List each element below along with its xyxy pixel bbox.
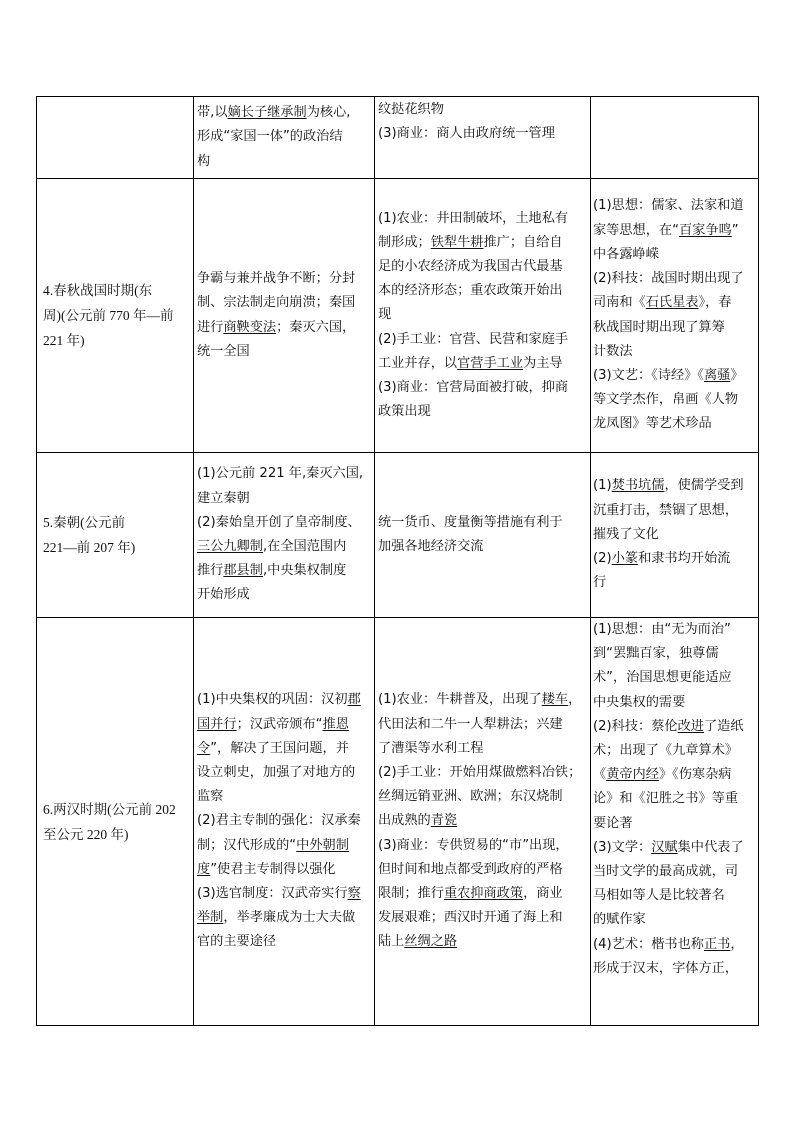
cell-line bbox=[197, 737, 371, 761]
politics-cell bbox=[194, 618, 375, 1026]
cell-line bbox=[197, 858, 371, 882]
text-segment: 推行 bbox=[197, 563, 224, 579]
cell-line bbox=[378, 255, 587, 279]
text-segment: (2)秦始皇开创了皇帝制度、 bbox=[197, 514, 361, 530]
cell-line bbox=[378, 737, 587, 761]
table-row bbox=[37, 453, 759, 618]
text-segment: ；汉武帝颁布“ bbox=[236, 716, 323, 732]
cell-line bbox=[378, 122, 587, 146]
cell-line bbox=[378, 303, 587, 327]
table-row bbox=[37, 179, 759, 453]
cell-line bbox=[593, 547, 756, 571]
cell-line bbox=[197, 462, 371, 486]
cell-line bbox=[197, 761, 371, 785]
cell-line bbox=[593, 666, 756, 690]
text-segment: 制、宗法制走向崩溃；秦国 bbox=[197, 295, 356, 311]
cell-line bbox=[43, 303, 190, 328]
underlined-term: 推恩 bbox=[322, 716, 349, 732]
text-segment: 摧残了文化 bbox=[593, 526, 659, 542]
text-segment: 》 bbox=[730, 367, 744, 383]
period-cell bbox=[37, 618, 194, 1026]
text-segment: 中各露峥嵘 bbox=[593, 246, 659, 262]
text-segment: 工业并存，以 bbox=[378, 355, 458, 371]
text-segment: 本的经济形态；重农政策开始出 bbox=[378, 283, 563, 299]
underlined-term: 国并行 bbox=[197, 716, 237, 732]
cell-line bbox=[197, 150, 371, 174]
cell-line bbox=[43, 797, 190, 822]
cell-line bbox=[593, 812, 756, 836]
cell-line bbox=[197, 809, 371, 833]
text-segment: 至公元 220 年) bbox=[43, 826, 129, 842]
text-segment: 形成于汉末，字体方正， bbox=[593, 960, 739, 976]
text-segment: 和隶书均开始流 bbox=[638, 551, 731, 567]
underlined-term: 三公九卿制 bbox=[197, 539, 263, 554]
text-segment: ”使君主专制得以强化 bbox=[210, 861, 336, 877]
text-segment: (2)手工业：开始用煤做燃料冶铁； bbox=[378, 764, 582, 780]
cell-line bbox=[593, 291, 756, 315]
text-segment: (3)商业：商人由政府统一管理 bbox=[378, 126, 555, 142]
cell-line bbox=[197, 487, 371, 511]
table-row bbox=[37, 97, 759, 179]
text-segment: 为核心, bbox=[306, 105, 351, 121]
culture-cell bbox=[591, 179, 759, 453]
cell-line bbox=[593, 836, 756, 860]
culture-cell bbox=[591, 97, 759, 179]
cell-line bbox=[593, 243, 756, 267]
text-segment: (2)手工业：官营、民营和家庭手 bbox=[378, 331, 569, 347]
cell-line bbox=[593, 523, 756, 547]
culture-cell bbox=[591, 618, 759, 1026]
period-cell bbox=[37, 179, 194, 453]
cell-line bbox=[378, 279, 587, 303]
text-segment: 纹挞花织物 bbox=[378, 102, 444, 117]
cell-line bbox=[378, 535, 587, 559]
cell-line bbox=[593, 739, 756, 763]
text-segment: 了造纸 bbox=[704, 718, 744, 734]
text-segment: 出成熟的 bbox=[378, 813, 431, 829]
cell-line bbox=[593, 860, 756, 884]
text-segment: 6.两汉时期(公元前 202 bbox=[43, 801, 176, 817]
cell-line bbox=[378, 511, 587, 535]
text-segment: 丝绸远销亚洲、欧洲；东汉烧制 bbox=[378, 789, 563, 805]
text-segment: ；秦灭六国， bbox=[276, 319, 356, 335]
text-segment: 形成“家国一体”的政治结 bbox=[197, 129, 343, 145]
text-segment: (1)农业：井田制破坏，土地私有 bbox=[378, 210, 569, 226]
cell-line bbox=[593, 194, 756, 218]
underlined-term: 青瓷 bbox=[430, 813, 458, 829]
text-segment: 221—前 207 年) bbox=[43, 540, 136, 555]
text-segment: 统一货币、度量衡等措施有利于 bbox=[378, 514, 563, 530]
underlined-term: 度 bbox=[197, 861, 211, 877]
underlined-term: 令 bbox=[197, 740, 211, 756]
text-segment: 政策出现 bbox=[378, 404, 431, 420]
cell-line bbox=[43, 278, 190, 303]
underlined-term: 百家争鸣 bbox=[678, 222, 732, 238]
underlined-term: 郡 bbox=[347, 692, 361, 708]
cell-line bbox=[378, 400, 587, 424]
text-segment: 的赋作家 bbox=[593, 912, 646, 928]
underlined-term: 石氏星表 bbox=[645, 295, 699, 311]
text-segment: ,在全国范围内 bbox=[262, 539, 347, 554]
text-segment: (2)君主专制的强化：汉承秦 bbox=[197, 813, 361, 829]
underlined-term: 铁犁牛耕 bbox=[430, 234, 484, 250]
text-segment: ，商业 bbox=[523, 886, 563, 901]
text-segment: ” bbox=[731, 222, 739, 238]
cell-line bbox=[593, 787, 756, 811]
text-segment: 等文学杰作，帛画《人物 bbox=[593, 392, 739, 408]
cell-line bbox=[197, 583, 371, 607]
cell-line bbox=[197, 906, 371, 930]
text-segment: 了漕渠等水利工程 bbox=[378, 740, 484, 756]
cell-line bbox=[593, 267, 756, 291]
cell-line bbox=[197, 930, 371, 954]
underlined-term: 官营手工业 bbox=[457, 355, 524, 371]
text-segment: (3)文艺：《诗经》《 bbox=[593, 367, 704, 383]
text-segment: 限制；推行 bbox=[378, 886, 444, 901]
cell-line bbox=[378, 98, 587, 122]
cell-line bbox=[593, 691, 756, 715]
cell-line bbox=[197, 291, 371, 315]
underlined-term: 察 bbox=[347, 886, 361, 901]
text-segment: (3)商业：官营局面被打破，抑商 bbox=[378, 380, 569, 395]
text-segment: 推广；自给自 bbox=[483, 234, 563, 250]
text-segment: ， bbox=[730, 936, 744, 952]
text-segment: 带,以 bbox=[197, 105, 228, 121]
underlined-term: 丝绸之路 bbox=[404, 934, 458, 950]
text-segment: (1)思想：由“无为而治” bbox=[593, 622, 731, 637]
cell-line bbox=[197, 713, 371, 737]
text-segment: (1)中央集权的巩固：汉初 bbox=[197, 692, 348, 708]
cell-line bbox=[197, 101, 371, 125]
cell-line bbox=[593, 364, 756, 388]
text-segment: 足的小农经济成为我国古代最基 bbox=[378, 258, 563, 274]
cell-line bbox=[197, 834, 371, 858]
text-segment: 术；出现了《九章算术》 bbox=[593, 743, 739, 759]
underlined-term: 焚书坑儒 bbox=[611, 478, 665, 494]
text-segment: 术”，治国思想更能适应 bbox=[593, 670, 732, 686]
cell-line bbox=[593, 499, 756, 523]
text-segment: 司南和《 bbox=[593, 295, 646, 311]
text-segment: 制；汉代形成的“ bbox=[197, 837, 297, 853]
cell-line bbox=[593, 219, 756, 243]
period-cell bbox=[37, 97, 194, 179]
cell-line bbox=[593, 908, 756, 932]
text-segment: 设立刺史，加强了对地方的 bbox=[197, 764, 356, 780]
underlined-term: 小篆 bbox=[611, 551, 639, 567]
cell-line bbox=[378, 809, 587, 833]
table-row bbox=[37, 618, 759, 1026]
text-segment: 论》和《氾胜之书》等重 bbox=[593, 791, 739, 807]
text-segment: (3)文学： bbox=[593, 839, 652, 855]
text-segment: (3)选官制度：汉武帝实行 bbox=[197, 886, 348, 901]
cell-line bbox=[378, 352, 587, 376]
cell-line bbox=[593, 933, 756, 957]
cell-line bbox=[378, 231, 587, 255]
cell-line bbox=[197, 125, 371, 149]
cell-line bbox=[378, 858, 587, 882]
text-segment: 《 bbox=[593, 767, 607, 783]
cell-line bbox=[197, 316, 371, 340]
underlined-term: 嫡长子继承制 bbox=[227, 105, 307, 121]
text-segment: 计数法 bbox=[593, 343, 633, 359]
cell-line bbox=[378, 713, 587, 737]
text-segment: (1)农业：牛耕普及，出现了 bbox=[378, 692, 542, 708]
cell-line bbox=[593, 340, 756, 364]
cell-line bbox=[593, 715, 756, 739]
text-segment: 龙凤图》等艺术珍品 bbox=[593, 416, 712, 432]
economy-cell bbox=[375, 453, 591, 618]
text-segment: 开始形成 bbox=[197, 587, 250, 603]
cell-line bbox=[593, 618, 756, 642]
underlined-term: 重农抑商政策 bbox=[443, 886, 524, 901]
text-segment: 中央集权的需要 bbox=[593, 694, 686, 710]
cell-line bbox=[378, 834, 587, 858]
cell-line bbox=[593, 763, 756, 787]
text-segment: (2)科技：战国时期出现了 bbox=[593, 271, 744, 287]
cell-line bbox=[378, 207, 587, 231]
text-segment: (2) bbox=[593, 551, 612, 567]
politics-cell bbox=[194, 97, 375, 179]
underlined-term: 耧车 bbox=[541, 692, 569, 708]
politics-cell bbox=[194, 453, 375, 618]
text-segment: 5.秦朝(公元前 bbox=[43, 515, 126, 530]
text-segment: (1)公元前 221 年,秦灭六国, bbox=[197, 466, 364, 482]
cell-line bbox=[593, 474, 756, 498]
cell-line bbox=[197, 882, 371, 906]
cell-line bbox=[378, 930, 587, 954]
underlined-term: 正书 bbox=[704, 936, 731, 952]
text-segment: ,中央集权制度 bbox=[262, 563, 347, 579]
cell-line bbox=[593, 642, 756, 666]
period-cell bbox=[37, 453, 194, 618]
text-segment: (3)商业：专供贸易的“市”出现， bbox=[378, 837, 569, 853]
cell-line bbox=[378, 906, 587, 930]
cell-line bbox=[197, 688, 371, 712]
text-segment: 但时间和地点都受到政府的严格 bbox=[378, 861, 563, 877]
text-segment: 现 bbox=[378, 307, 392, 323]
text-segment: 进行 bbox=[197, 319, 224, 335]
text-segment: 家等思想，在“ bbox=[593, 222, 679, 238]
underlined-term: 改进 bbox=[677, 718, 704, 734]
text-segment: 争霸与兼并战争不断；分封 bbox=[197, 271, 356, 287]
text-segment: 当时文学的最高成就，司 bbox=[593, 864, 739, 880]
text-segment: 沉重打击，禁锢了思想， bbox=[593, 502, 739, 518]
cell-line bbox=[378, 882, 587, 906]
cell-line bbox=[197, 559, 371, 583]
text-segment: 制形成； bbox=[378, 234, 431, 250]
cell-line bbox=[593, 388, 756, 412]
underlined-term: 郡县制 bbox=[223, 563, 263, 579]
cell-line bbox=[593, 412, 756, 436]
text-segment: 官的主要途径 bbox=[197, 934, 277, 950]
text-segment: 加强各地经济交流 bbox=[378, 539, 484, 554]
cell-line bbox=[197, 785, 371, 809]
underlined-term: 中外朝制 bbox=[296, 837, 349, 853]
text-segment: ，使儒学受到 bbox=[664, 478, 744, 494]
text-segment: 为主导 bbox=[523, 355, 563, 371]
underlined-term: 商鞅变法 bbox=[223, 319, 277, 335]
cell-line bbox=[43, 328, 190, 353]
text-segment: (4)艺术：楷书也称 bbox=[593, 936, 704, 952]
text-segment: 发展艰难；西汉时开通了海上和 bbox=[378, 910, 563, 926]
cell-line bbox=[197, 340, 371, 364]
text-segment: ”，解决了王国问题，并 bbox=[210, 740, 349, 756]
cell-line bbox=[43, 822, 190, 847]
text-segment: (1)思想：儒家、法家和道 bbox=[593, 198, 744, 214]
text-segment: (2)科技：蔡伦 bbox=[593, 718, 678, 734]
politics-cell bbox=[194, 179, 375, 453]
text-segment: 要论著 bbox=[593, 815, 633, 831]
text-segment: 周)(公元前 770 年—前 bbox=[43, 308, 174, 323]
cell-line bbox=[378, 376, 587, 400]
underlined-term: 黄帝内经 bbox=[606, 767, 659, 783]
text-segment: 监察 bbox=[197, 789, 224, 805]
text-segment: ，举孝廉成为士大夫做 bbox=[223, 910, 356, 926]
history-table bbox=[36, 96, 759, 1026]
text-segment: 》，春 bbox=[698, 295, 732, 311]
text-segment: 陆上 bbox=[378, 934, 405, 950]
cell-line bbox=[593, 316, 756, 340]
cell-line bbox=[593, 884, 756, 908]
underlined-term: 汉赋 bbox=[651, 839, 678, 855]
economy-cell bbox=[375, 179, 591, 453]
cell-line bbox=[378, 785, 587, 809]
cell-line bbox=[197, 511, 371, 535]
text-segment: 建立秦朝 bbox=[197, 490, 250, 506]
text-segment: 代田法和二牛一人犁耕法；兴建 bbox=[378, 716, 563, 732]
cell-line bbox=[43, 510, 190, 535]
underlined-term: 举制 bbox=[197, 910, 224, 926]
text-segment: 马相如等人是比较著名 bbox=[593, 888, 725, 904]
text-segment: 行 bbox=[593, 575, 607, 591]
cell-line bbox=[593, 957, 756, 981]
culture-cell bbox=[591, 453, 759, 618]
text-segment: 集中代表了 bbox=[677, 839, 744, 855]
text-segment: 构 bbox=[197, 153, 211, 169]
cell-line bbox=[378, 328, 587, 352]
text-segment: 秋战国时期出现了算筹 bbox=[593, 319, 725, 335]
cell-line bbox=[197, 535, 371, 559]
text-segment: 4.春秋战国时期(东 bbox=[43, 283, 153, 298]
text-segment: (1) bbox=[593, 478, 612, 494]
text-segment: 221 年) bbox=[43, 333, 85, 348]
cell-line bbox=[378, 761, 587, 785]
cell-line bbox=[378, 688, 587, 712]
cell-line bbox=[593, 571, 756, 595]
text-segment: ， bbox=[568, 692, 582, 708]
economy-cell bbox=[375, 618, 591, 1026]
cell-line bbox=[197, 267, 371, 291]
cell-line bbox=[43, 535, 190, 560]
economy-cell bbox=[375, 97, 591, 179]
underlined-term: 离骚 bbox=[703, 367, 731, 383]
text-segment: 到“罢黜百家，独尊儒 bbox=[593, 646, 719, 662]
text-segment: 》《伤寒杂病 bbox=[658, 767, 732, 783]
text-segment: 统一全国 bbox=[197, 343, 250, 359]
